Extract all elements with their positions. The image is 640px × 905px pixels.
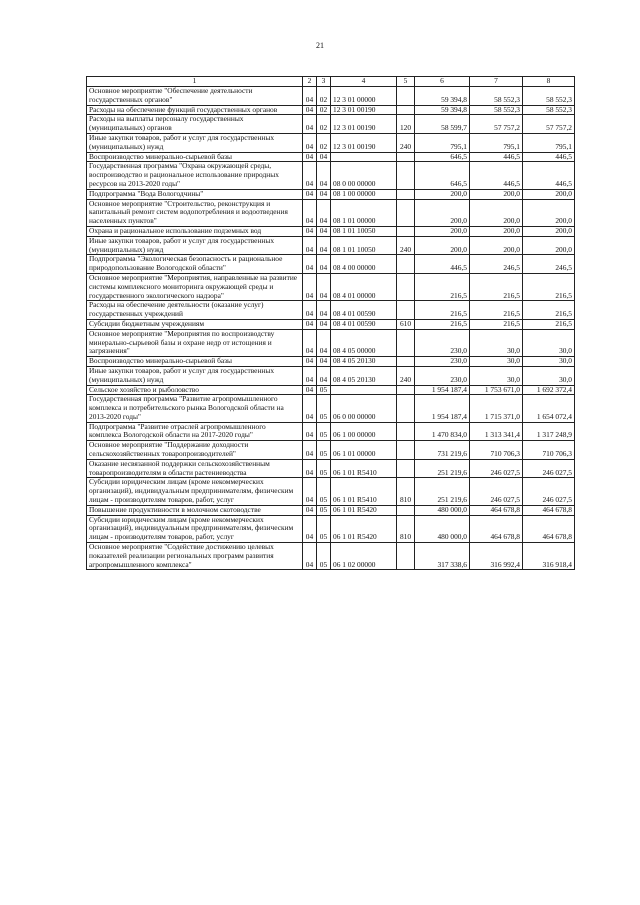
row-amount-year-2-cell: 58 552,3 [470, 87, 523, 106]
row-target-article-cell: 06 1 01 00000 [331, 441, 397, 460]
row-amount-year-2-cell: 1 753 671,0 [470, 385, 523, 395]
row-expense-type-cell [397, 162, 415, 189]
row-amount-year-3-cell: 200,0 [523, 236, 575, 255]
row-amount-year-1-cell: 646,5 [415, 162, 470, 189]
row-expense-type-cell [397, 422, 415, 441]
row-name-cell: Охрана и рациональное использование подземных вод [87, 226, 303, 236]
row-amount-year-3-cell: 446,5 [523, 152, 575, 162]
row-section-cell: 04 [303, 395, 317, 422]
row-section-cell: 04 [303, 366, 317, 385]
row-name-cell: Субсидии бюджетным учреждениям [87, 319, 303, 329]
row-subsection-cell: 04 [317, 301, 331, 320]
row-amount-year-1-cell: 200,0 [415, 226, 470, 236]
row-amount-year-2-cell: 246 027,5 [470, 459, 523, 478]
table-row [87, 133, 575, 152]
table-row [87, 441, 575, 460]
row-amount-year-2-cell: 216,5 [470, 273, 523, 300]
row-target-article-cell: 06 1 01 R5420 [331, 515, 397, 542]
row-name-cell: Расходы на обеспечение деятельности (оказание услуг) государственных учреждений [87, 301, 303, 320]
row-target-article-cell: 08 4 05 20130 [331, 357, 397, 367]
row-subsection-cell: 02 [317, 115, 331, 134]
row-amount-year-2-cell: 1 715 371,0 [470, 395, 523, 422]
row-amount-year-3-cell: 200,0 [523, 199, 575, 226]
table-row [87, 422, 575, 441]
table-row [87, 459, 575, 478]
row-name-cell: Иные закупки товаров, работ и услуг для государственных (муниципальных) нужд [87, 366, 303, 385]
row-name-cell: Подпрограмма "Вода Вологодчины" [87, 189, 303, 199]
row-amount-year-1-cell: 480 000,0 [415, 505, 470, 515]
row-amount-year-1-cell: 216,5 [415, 273, 470, 300]
row-amount-year-1-cell: 1 954 187,4 [415, 395, 470, 422]
row-expense-type-cell [397, 441, 415, 460]
row-amount-year-3-cell: 710 706,3 [523, 441, 575, 460]
row-amount-year-1-cell: 480 000,0 [415, 515, 470, 542]
row-expense-type-cell [397, 543, 415, 570]
row-amount-year-2-cell: 246,5 [470, 255, 523, 274]
row-section-cell: 04 [303, 515, 317, 542]
table-row [87, 366, 575, 385]
budget-table [86, 76, 575, 570]
row-section-cell: 04 [303, 236, 317, 255]
row-name-cell: Расходы на выплаты персоналу государственных (муниципальных) органов [87, 115, 303, 134]
row-amount-year-1-cell: 251 219,6 [415, 459, 470, 478]
row-amount-year-3-cell: 446,5 [523, 162, 575, 189]
row-section-cell: 04 [303, 87, 317, 106]
row-expense-type-cell [397, 459, 415, 478]
row-target-article-cell: 06 1 02 00000 [331, 543, 397, 570]
row-amount-year-3-cell: 30,0 [523, 366, 575, 385]
row-name-cell: Субсидии юридическим лицам (кроме некоммерческих организаций), индивидуальным предпринимателям, физическим лицам - производителям товаров, работ, услуг [87, 515, 303, 542]
row-amount-year-3-cell: 795,1 [523, 133, 575, 152]
header-cell-name: 1 [87, 77, 303, 87]
row-section-cell: 04 [303, 543, 317, 570]
row-amount-year-2-cell: 246 027,5 [470, 478, 523, 505]
row-name-cell: Повышение продуктивности в молочном скотоводстве [87, 505, 303, 515]
row-section-cell: 04 [303, 478, 317, 505]
table-row [87, 395, 575, 422]
row-amount-year-1-cell: 1 470 834,0 [415, 422, 470, 441]
table-row [87, 115, 575, 134]
row-expense-type-cell [397, 152, 415, 162]
row-expense-type-cell: 810 [397, 478, 415, 505]
row-name-cell: Иные закупки товаров, работ и услуг для государственных (муниципальных) нужд [87, 133, 303, 152]
row-amount-year-3-cell: 464 678,8 [523, 515, 575, 542]
row-subsection-cell: 02 [317, 105, 331, 115]
row-name-cell: Государственная программа "Развитие агропромышленного комплекса и потребительского рынка Вологодской области на 2013-2020 годы" [87, 395, 303, 422]
row-subsection-cell: 05 [317, 422, 331, 441]
table-row [87, 329, 575, 356]
header-cell-year-3: 8 [523, 77, 575, 87]
row-amount-year-3-cell: 316 918,4 [523, 543, 575, 570]
row-amount-year-1-cell: 230,0 [415, 366, 470, 385]
row-amount-year-2-cell: 200,0 [470, 189, 523, 199]
row-name-cell: Оказание несвязанной поддержки сельскохозяйственным товаропроизводителям в области растениеводства [87, 459, 303, 478]
table-row [87, 357, 575, 367]
row-subsection-cell: 05 [317, 515, 331, 542]
row-target-article-cell: 08 4 01 00000 [331, 273, 397, 300]
row-expense-type-cell [397, 105, 415, 115]
header-cell-target-article: 4 [331, 77, 397, 87]
row-name-cell: Основное мероприятие "Обеспечение деятельности государственных органов" [87, 87, 303, 106]
row-amount-year-2-cell: 1 313 341,4 [470, 422, 523, 441]
page-number: 21 [316, 41, 324, 50]
row-target-article-cell: 08 0 00 00000 [331, 162, 397, 189]
row-target-article-cell: 08 4 01 00590 [331, 301, 397, 320]
row-target-article-cell [331, 385, 397, 395]
row-amount-year-3-cell: 1 317 248,9 [523, 422, 575, 441]
row-amount-year-3-cell: 30,0 [523, 357, 575, 367]
row-amount-year-3-cell: 1 654 072,4 [523, 395, 575, 422]
row-amount-year-2-cell: 464 678,8 [470, 505, 523, 515]
row-amount-year-1-cell: 1 954 187,4 [415, 385, 470, 395]
row-name-cell: Государственная программа "Охрана окружающей среды, воспроизводство и рациональное использование природных ресурсов на 2013-2020 годы" [87, 162, 303, 189]
row-target-article-cell: 06 1 01 R5410 [331, 478, 397, 505]
row-target-article-cell: 08 1 01 10050 [331, 226, 397, 236]
row-amount-year-1-cell: 216,5 [415, 319, 470, 329]
table-row [87, 515, 575, 542]
table-row [87, 319, 575, 329]
row-amount-year-3-cell: 200,0 [523, 226, 575, 236]
row-subsection-cell: 05 [317, 441, 331, 460]
row-name-cell: Воспроизводство минерально-сырьевой базы [87, 357, 303, 367]
header-cell-subsection: 3 [317, 77, 331, 87]
row-expense-type-cell: 240 [397, 366, 415, 385]
row-amount-year-1-cell: 200,0 [415, 199, 470, 226]
row-subsection-cell: 04 [317, 189, 331, 199]
row-subsection-cell: 04 [317, 366, 331, 385]
row-name-cell: Сельское хозяйство и рыболовство [87, 385, 303, 395]
row-expense-type-cell: 240 [397, 133, 415, 152]
row-amount-year-3-cell: 216,5 [523, 301, 575, 320]
row-target-article-cell: 12 3 01 00190 [331, 115, 397, 134]
row-target-article-cell: 08 4 01 00590 [331, 319, 397, 329]
row-expense-type-cell [397, 301, 415, 320]
row-expense-type-cell [397, 395, 415, 422]
row-target-article-cell: 08 4 00 00000 [331, 255, 397, 274]
row-subsection-cell: 05 [317, 543, 331, 570]
row-amount-year-3-cell: 216,5 [523, 273, 575, 300]
row-target-article-cell: 08 4 05 20130 [331, 366, 397, 385]
row-name-cell: Подпрограмма "Экологическая безопасность и рациональное природопользование Вологодской области" [87, 255, 303, 274]
table-row [87, 236, 575, 255]
row-amount-year-3-cell: 58 552,3 [523, 87, 575, 106]
row-amount-year-3-cell: 58 552,3 [523, 105, 575, 115]
table-row [87, 478, 575, 505]
row-expense-type-cell [397, 199, 415, 226]
row-section-cell: 04 [303, 199, 317, 226]
row-amount-year-3-cell: 57 757,2 [523, 115, 575, 134]
row-section-cell: 04 [303, 459, 317, 478]
row-subsection-cell: 04 [317, 255, 331, 274]
row-name-cell: Основное мероприятие "Содействие достижению целевых показателей реализации региональных программ развития агропромышленного комплекса" [87, 543, 303, 570]
table-row [87, 199, 575, 226]
row-subsection-cell: 04 [317, 319, 331, 329]
row-expense-type-cell [397, 505, 415, 515]
row-amount-year-3-cell: 200,0 [523, 189, 575, 199]
table-row [87, 87, 575, 106]
row-subsection-cell: 05 [317, 395, 331, 422]
row-section-cell: 04 [303, 505, 317, 515]
row-section-cell: 04 [303, 422, 317, 441]
row-subsection-cell: 04 [317, 226, 331, 236]
row-subsection-cell: 04 [317, 357, 331, 367]
row-subsection-cell: 05 [317, 385, 331, 395]
row-amount-year-2-cell: 58 552,3 [470, 105, 523, 115]
row-expense-type-cell: 240 [397, 236, 415, 255]
row-target-article-cell: 08 1 01 00000 [331, 199, 397, 226]
row-subsection-cell: 04 [317, 329, 331, 356]
row-section-cell: 04 [303, 319, 317, 329]
row-subsection-cell: 05 [317, 505, 331, 515]
row-expense-type-cell: 610 [397, 319, 415, 329]
row-amount-year-2-cell: 795,1 [470, 133, 523, 152]
row-target-article-cell: 12 3 01 00000 [331, 87, 397, 106]
row-subsection-cell: 05 [317, 459, 331, 478]
row-section-cell: 04 [303, 226, 317, 236]
row-target-article-cell: 12 3 01 00190 [331, 133, 397, 152]
row-target-article-cell: 08 1 01 10050 [331, 236, 397, 255]
row-amount-year-1-cell: 731 219,6 [415, 441, 470, 460]
row-subsection-cell: 04 [317, 152, 331, 162]
table-row [87, 273, 575, 300]
header-cell-year-2: 7 [470, 77, 523, 87]
row-amount-year-2-cell: 464 678,8 [470, 515, 523, 542]
row-name-cell: Подпрограмма "Развитие отраслей агропромышленного комплекса Вологодской области на 2017-2020 годы" [87, 422, 303, 441]
row-amount-year-2-cell: 710 706,3 [470, 441, 523, 460]
row-section-cell: 04 [303, 105, 317, 115]
row-section-cell: 04 [303, 189, 317, 199]
row-section-cell: 04 [303, 385, 317, 395]
row-expense-type-cell [397, 357, 415, 367]
header-cell-expense-type: 5 [397, 77, 415, 87]
row-target-article-cell: 06 1 01 R5420 [331, 505, 397, 515]
row-amount-year-2-cell: 30,0 [470, 329, 523, 356]
row-target-article-cell: 08 1 00 00000 [331, 189, 397, 199]
row-amount-year-1-cell: 251 219,6 [415, 478, 470, 505]
row-expense-type-cell [397, 329, 415, 356]
row-subsection-cell: 04 [317, 273, 331, 300]
row-target-article-cell: 06 0 00 00000 [331, 395, 397, 422]
row-expense-type-cell: 120 [397, 115, 415, 134]
header-cell-section: 2 [303, 77, 317, 87]
header-cell-year-1: 6 [415, 77, 470, 87]
table-row [87, 505, 575, 515]
row-subsection-cell: 02 [317, 133, 331, 152]
row-amount-year-3-cell: 1 692 372,4 [523, 385, 575, 395]
row-amount-year-1-cell: 795,1 [415, 133, 470, 152]
row-amount-year-3-cell: 30,0 [523, 329, 575, 356]
row-section-cell: 04 [303, 273, 317, 300]
row-amount-year-1-cell: 200,0 [415, 236, 470, 255]
row-target-article-cell [331, 152, 397, 162]
table-row [87, 226, 575, 236]
row-subsection-cell: 04 [317, 236, 331, 255]
row-expense-type-cell: 810 [397, 515, 415, 542]
row-target-article-cell: 08 4 05 00000 [331, 329, 397, 356]
table-row [87, 543, 575, 570]
row-amount-year-1-cell: 200,0 [415, 189, 470, 199]
row-expense-type-cell [397, 255, 415, 274]
row-amount-year-3-cell: 246,5 [523, 255, 575, 274]
row-amount-year-1-cell: 59 394,8 [415, 105, 470, 115]
row-target-article-cell: 06 1 00 00000 [331, 422, 397, 441]
row-name-cell: Субсидии юридическим лицам (кроме некоммерческих организаций), индивидуальным предпринимателям, физическим лицам - производителям товаров, работ, услуг [87, 478, 303, 505]
row-expense-type-cell [397, 226, 415, 236]
row-section-cell: 04 [303, 301, 317, 320]
row-subsection-cell: 04 [317, 162, 331, 189]
row-amount-year-1-cell: 59 394,8 [415, 87, 470, 106]
row-amount-year-1-cell: 646,5 [415, 152, 470, 162]
row-amount-year-2-cell: 316 992,4 [470, 543, 523, 570]
row-amount-year-3-cell: 216,5 [523, 319, 575, 329]
row-amount-year-2-cell: 446,5 [470, 152, 523, 162]
row-expense-type-cell [397, 87, 415, 106]
table-row [87, 255, 575, 274]
row-expense-type-cell [397, 273, 415, 300]
row-amount-year-3-cell: 246 027,5 [523, 459, 575, 478]
row-section-cell: 04 [303, 152, 317, 162]
row-name-cell: Основное мероприятие "Строительство, реконструкция и капитальный ремонт систем водопотребления и водоотведения населенных пунктов" [87, 199, 303, 226]
row-target-article-cell: 06 1 01 R5410 [331, 459, 397, 478]
row-name-cell: Иные закупки товаров, работ и услуг для государственных (муниципальных) нужд [87, 236, 303, 255]
row-name-cell: Основное мероприятие "Поддержание доходности сельскохозяйственных товаропроизводителей" [87, 441, 303, 460]
row-name-cell: Расходы на обеспечение функций государственных органов [87, 105, 303, 115]
row-amount-year-1-cell: 317 338,6 [415, 543, 470, 570]
row-amount-year-2-cell: 200,0 [470, 199, 523, 226]
row-amount-year-2-cell: 216,5 [470, 319, 523, 329]
row-amount-year-1-cell: 446,5 [415, 255, 470, 274]
row-amount-year-2-cell: 57 757,2 [470, 115, 523, 134]
row-section-cell: 04 [303, 133, 317, 152]
row-section-cell: 04 [303, 329, 317, 356]
row-target-article-cell: 12 3 01 00190 [331, 105, 397, 115]
row-section-cell: 04 [303, 441, 317, 460]
row-amount-year-1-cell: 230,0 [415, 329, 470, 356]
header-row [87, 77, 575, 87]
row-amount-year-2-cell: 216,5 [470, 301, 523, 320]
row-amount-year-3-cell: 246 027,5 [523, 478, 575, 505]
row-section-cell: 04 [303, 255, 317, 274]
table-row [87, 189, 575, 199]
row-name-cell: Основное мероприятие "Мероприятия по воспроизводству минерально-сырьевой базы и охране недр от истощения и загрязнения" [87, 329, 303, 356]
row-amount-year-2-cell: 30,0 [470, 357, 523, 367]
row-expense-type-cell [397, 385, 415, 395]
row-expense-type-cell [397, 189, 415, 199]
row-amount-year-2-cell: 30,0 [470, 366, 523, 385]
row-amount-year-1-cell: 216,5 [415, 301, 470, 320]
row-subsection-cell: 04 [317, 199, 331, 226]
row-amount-year-3-cell: 464 678,8 [523, 505, 575, 515]
row-amount-year-1-cell: 230,0 [415, 357, 470, 367]
table-row [87, 301, 575, 320]
row-section-cell: 04 [303, 115, 317, 134]
row-name-cell: Воспроизводство минерально-сырьевой базы [87, 152, 303, 162]
row-subsection-cell: 02 [317, 87, 331, 106]
row-section-cell: 04 [303, 357, 317, 367]
row-subsection-cell: 05 [317, 478, 331, 505]
row-amount-year-2-cell: 200,0 [470, 226, 523, 236]
row-name-cell: Основное мероприятие "Мероприятия, направленные на развитие системы комплексного мониторинга окружающей среды и государственного экологического надзора" [87, 273, 303, 300]
row-amount-year-2-cell: 200,0 [470, 236, 523, 255]
row-amount-year-1-cell: 58 599,7 [415, 115, 470, 134]
table-row [87, 162, 575, 189]
row-section-cell: 04 [303, 162, 317, 189]
row-amount-year-2-cell: 446,5 [470, 162, 523, 189]
